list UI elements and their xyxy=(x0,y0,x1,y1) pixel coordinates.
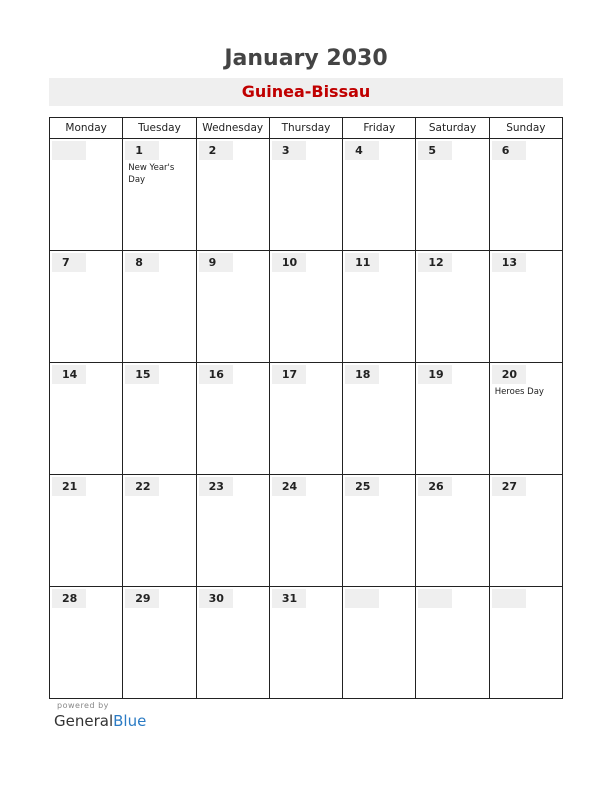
weekday-wednesday: Wednesday xyxy=(196,118,269,139)
day-number: 24 xyxy=(272,477,306,496)
day-number: 3 xyxy=(272,141,306,160)
day-cell xyxy=(416,475,489,587)
weekday-header-row xyxy=(50,118,563,139)
day-number: 27 xyxy=(492,477,526,496)
brand-blue: Blue xyxy=(113,712,147,730)
day-number: 15 xyxy=(125,365,159,384)
day-cell xyxy=(123,363,196,475)
day-cell xyxy=(343,475,416,587)
day-cell xyxy=(416,587,489,699)
weekday-sunday: Sunday xyxy=(489,118,562,139)
day-cell xyxy=(50,475,123,587)
day-number: 4 xyxy=(345,141,379,160)
day-number xyxy=(345,589,379,608)
day-number: 26 xyxy=(418,477,452,496)
day-number: 1 xyxy=(125,141,159,160)
day-cell xyxy=(123,139,196,251)
day-number: 14 xyxy=(52,365,86,384)
day-cell xyxy=(343,251,416,363)
day-cell xyxy=(489,251,562,363)
day-number: 22 xyxy=(125,477,159,496)
day-number: 21 xyxy=(52,477,86,496)
day-number xyxy=(418,589,452,608)
day-number: 28 xyxy=(52,589,86,608)
holiday-label: Heroes Day xyxy=(494,387,544,397)
weekday-friday: Friday xyxy=(343,118,416,139)
day-cell xyxy=(416,139,489,251)
weekday-tuesday: Tuesday xyxy=(123,118,196,139)
week-row xyxy=(50,475,563,587)
calendar-title: January 2030 xyxy=(224,46,388,71)
week-row xyxy=(50,251,563,363)
day-number: 8 xyxy=(125,253,159,272)
day-cell xyxy=(489,139,562,251)
day-cell xyxy=(50,363,123,475)
country-name: Guinea-Bissau xyxy=(241,82,371,101)
day-number: 18 xyxy=(345,365,379,384)
day-cell xyxy=(50,587,123,699)
weekday-saturday: Saturday xyxy=(416,118,489,139)
day-cell xyxy=(489,587,562,699)
day-number: 23 xyxy=(199,477,233,496)
day-number: 19 xyxy=(418,365,452,384)
day-number: 9 xyxy=(199,253,233,272)
week-row xyxy=(50,587,563,699)
day-cell xyxy=(416,251,489,363)
day-cell xyxy=(50,139,123,251)
day-number xyxy=(492,589,526,608)
day-number: 2 xyxy=(199,141,233,160)
day-cell xyxy=(269,587,342,699)
day-number: 13 xyxy=(492,253,526,272)
generalblue-logo[interactable] xyxy=(54,712,146,730)
calendar-grid xyxy=(49,117,563,699)
week-row xyxy=(50,139,563,251)
weekday-monday: Monday xyxy=(50,118,123,139)
day-cell xyxy=(196,587,269,699)
day-cell xyxy=(343,587,416,699)
country-banner xyxy=(49,78,563,106)
day-number: 31 xyxy=(272,589,306,608)
day-cell xyxy=(343,363,416,475)
day-number: 29 xyxy=(125,589,159,608)
day-cell xyxy=(269,475,342,587)
day-cell xyxy=(416,363,489,475)
day-number: 30 xyxy=(199,589,233,608)
day-cell xyxy=(269,251,342,363)
day-cell xyxy=(343,139,416,251)
day-cell xyxy=(123,475,196,587)
day-number: 20 xyxy=(492,365,526,384)
day-number: 17 xyxy=(272,365,306,384)
day-number: 25 xyxy=(345,477,379,496)
day-number: 7 xyxy=(52,253,86,272)
weekday-thursday: Thursday xyxy=(269,118,342,139)
day-number xyxy=(52,141,86,160)
brand-general: General xyxy=(54,712,114,730)
day-cell xyxy=(123,251,196,363)
day-number: 6 xyxy=(492,141,526,160)
day-cell xyxy=(196,139,269,251)
day-cell xyxy=(269,139,342,251)
day-number: 11 xyxy=(345,253,379,272)
day-cell xyxy=(123,587,196,699)
day-cell xyxy=(50,251,123,363)
day-cell xyxy=(489,475,562,587)
day-cell xyxy=(196,475,269,587)
powered-by-text: powered by xyxy=(57,701,109,710)
day-number: 10 xyxy=(272,253,306,272)
day-number: 16 xyxy=(199,365,233,384)
day-cell xyxy=(489,363,562,475)
day-cell xyxy=(196,363,269,475)
day-number: 12 xyxy=(418,253,452,272)
day-cell xyxy=(269,363,342,475)
day-cell xyxy=(196,251,269,363)
holiday-label: New Year's Day xyxy=(128,163,175,185)
week-row xyxy=(50,363,563,475)
day-number: 5 xyxy=(418,141,452,160)
